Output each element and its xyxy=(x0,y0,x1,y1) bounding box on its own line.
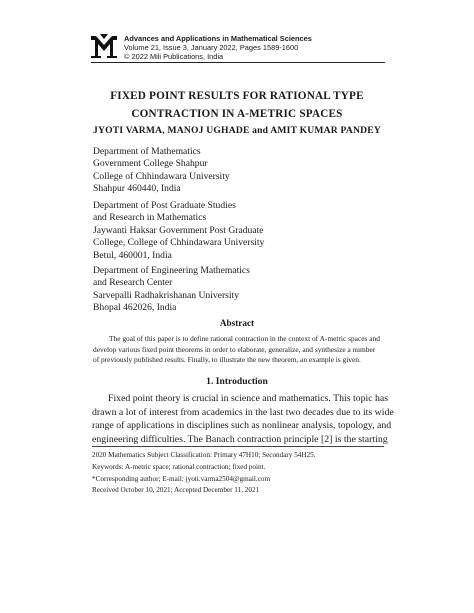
body-line: Fixed point theory is crucial in science and mathematics. This topic has xyxy=(108,393,389,404)
affiliation-line: College of Chhindawara University xyxy=(93,170,230,182)
affiliation-line: Department of Post Graduate Studies xyxy=(93,200,236,211)
corresponding-author: *Corresponding author; E-mail: jyoti.varma2504@gmail.com xyxy=(92,475,271,483)
affiliation-line: and Research Center xyxy=(93,277,173,289)
title-line: FIXED POINT RESULTS FOR RATIONAL TYPE xyxy=(110,90,364,102)
introduction-heading: 1. Introduction xyxy=(206,376,268,387)
abstract-line: develop various fixed point theorems in order to elaborate, generalize, and synthesize a number xyxy=(93,344,376,354)
author-list: JYOTI VARMA, MANOJ UGHADE and AMIT KUMAR PANDEY xyxy=(93,125,381,136)
mili-publications-logo-icon xyxy=(91,34,117,58)
affiliation-line: Betul, 460001, India xyxy=(93,249,172,261)
title-line: CONTRACTION IN A-METRIC SPACES xyxy=(131,108,343,120)
introduction-text xyxy=(92,392,394,446)
paper-title xyxy=(0,87,474,123)
affiliation-line: Sarvepalli Radhakrishanan University xyxy=(93,289,240,301)
affiliation-line: Bhopal 462026, India xyxy=(93,302,177,314)
journal-info xyxy=(124,34,312,62)
header-rule xyxy=(91,62,385,63)
body-line: engineering difficulties. The Banach contraction principle [2] is the starting xyxy=(92,433,388,445)
affiliation-line: Department of Mathematics xyxy=(93,146,201,157)
affiliation-line: and Research in Mathematics xyxy=(93,212,207,224)
footnote-rule xyxy=(92,446,384,447)
affiliation-line: College, College of Chhindawara University xyxy=(93,237,265,249)
journal-name: Advances and Applications in Mathematical Sciences xyxy=(124,34,312,43)
abstract-line: The goal of this paper is to define rational contraction in the context of A-metric spaces and xyxy=(109,334,380,343)
body-line: range of applications in disciplines such as nonlinear analysis, topology, and xyxy=(92,420,392,432)
journal-volume: Volume 21, Issue 3, January 2022, Pages 1589-1600 xyxy=(124,43,299,53)
keywords: Keywords: A-metric space; rational contraction; fixed point. xyxy=(92,463,266,471)
affiliation-1 xyxy=(93,146,230,196)
body-line: drawn a lot of interest from academics in the last two decades due to its wide xyxy=(92,406,394,418)
affiliation-line: Department of Engineering Mathematics xyxy=(93,265,250,276)
affiliation-line: Government College Shahpur xyxy=(93,158,208,170)
affiliation-3 xyxy=(93,265,250,315)
abstract-heading: Abstract xyxy=(219,318,255,328)
abstract-line: of previously published results. Finally, to illustrate the new theorem, an example is given. xyxy=(93,355,361,365)
affiliation-line: Jaywanti Haksar Government Post Graduate xyxy=(93,224,264,236)
msc-classification: 2020 Mathematics Subject Classification: Primary 47H10; Secondary 54H25. xyxy=(92,451,316,459)
abstract-text xyxy=(93,334,383,366)
affiliation-line: Shahpur 460440, India xyxy=(93,183,181,195)
affiliation-2 xyxy=(93,200,264,262)
received-dates: Received October 10, 2021; Accepted December 11, 2021 xyxy=(92,486,260,494)
journal-copyright: © 2022 Mili Publications, India xyxy=(124,52,224,62)
